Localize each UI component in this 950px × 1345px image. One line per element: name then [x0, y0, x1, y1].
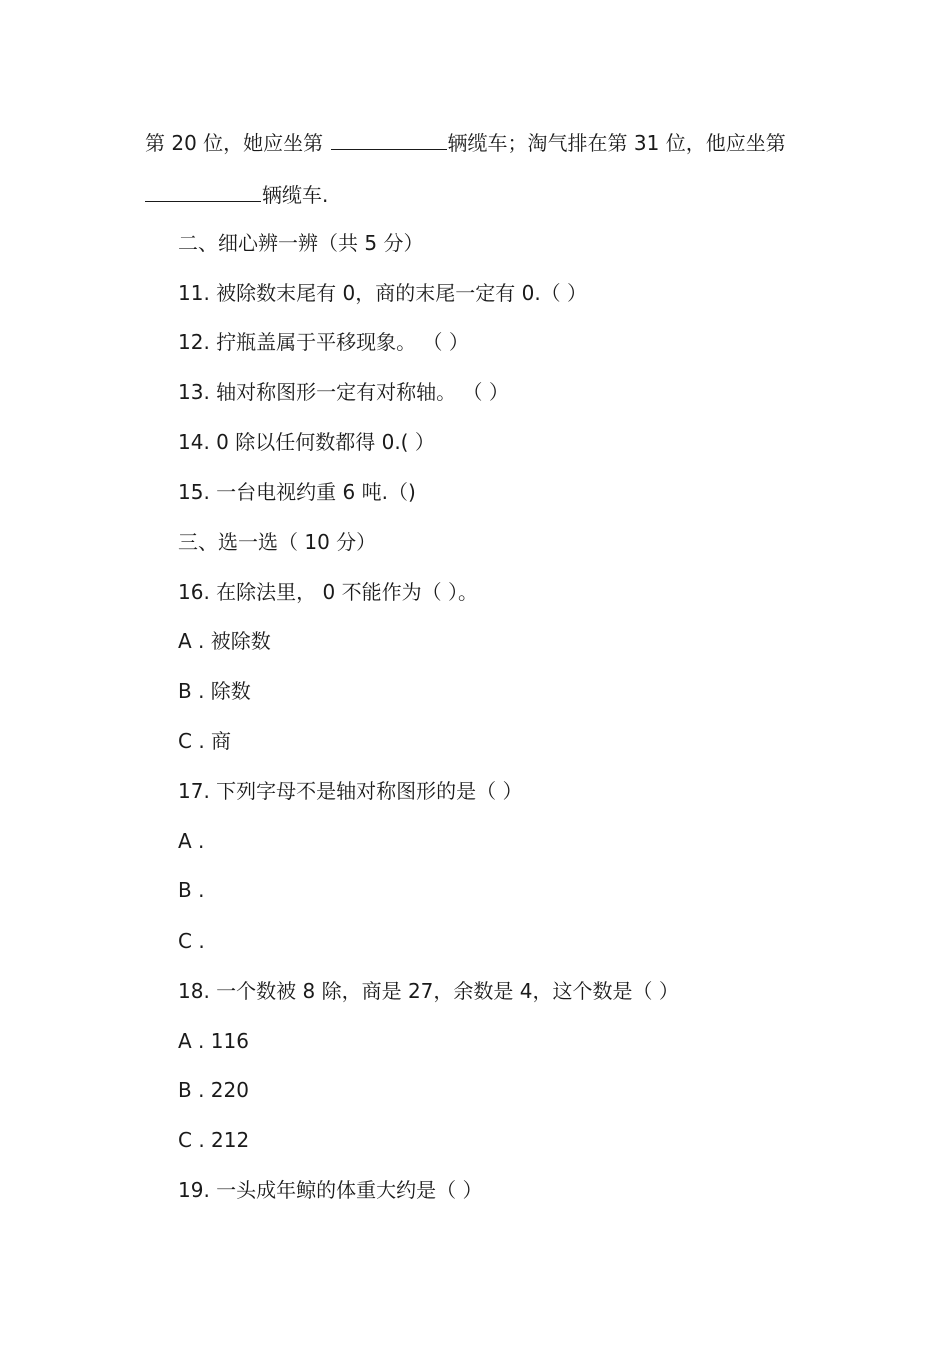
question-16-stem: 16. 在除法里， 0 不能作为（ ）。 — [178, 580, 478, 604]
question-14: 14. 0 除以任何数都得 0.( ） — [178, 430, 435, 454]
question-18-option-a: A . 116 — [178, 1029, 249, 1053]
section-2-heading: 二、细心辨一辨（共 5 分） — [178, 231, 424, 255]
question-18-stem: 18. 一个数被 8 除，商是 27，余数是 4，这个数是（ ） — [178, 979, 679, 1003]
question-16-option-b: B . 除数 — [178, 679, 251, 703]
continuation-text-1a: 第 20 位，她应坐第 — [145, 131, 324, 155]
answer-blank-2[interactable] — [145, 181, 261, 202]
question-19-stem: 19. 一头成年鲸的体重大约是（ ） — [178, 1178, 483, 1202]
question-18-option-c: C . 212 — [178, 1128, 250, 1152]
continuation-line-1 — [145, 129, 786, 156]
question-16-option-c: C . 商 — [178, 729, 232, 753]
continuation-line-2 — [145, 181, 328, 208]
question-18-option-b: B . 220 — [178, 1078, 249, 1102]
question-17-option-c: C . — [178, 929, 205, 953]
question-12: 12. 拧瓶盖属于平移现象。 （ ） — [178, 330, 469, 354]
continuation-text-1b: 辆缆车；淘气排在第 31 位，他应坐第 — [447, 131, 786, 155]
question-15: 15. 一台电视约重 6 吨.（) — [178, 480, 416, 504]
question-17-stem: 17. 下列字母不是轴对称图形的是（ ） — [178, 779, 523, 803]
question-17-option-b: B . — [178, 878, 205, 902]
section-3-heading: 三、选一选（ 10 分） — [178, 530, 377, 554]
question-11: 11. 被除数末尾有 0，商的末尾一定有 0.（ ） — [178, 281, 588, 305]
question-17-option-a: A . — [178, 829, 205, 853]
continuation-text-2b: 辆缆车. — [262, 183, 329, 207]
question-16-option-a: A . 被除数 — [178, 629, 271, 653]
question-13: 13. 轴对称图形一定有对称轴。 （ ） — [178, 380, 509, 404]
answer-blank-1[interactable] — [331, 129, 447, 150]
